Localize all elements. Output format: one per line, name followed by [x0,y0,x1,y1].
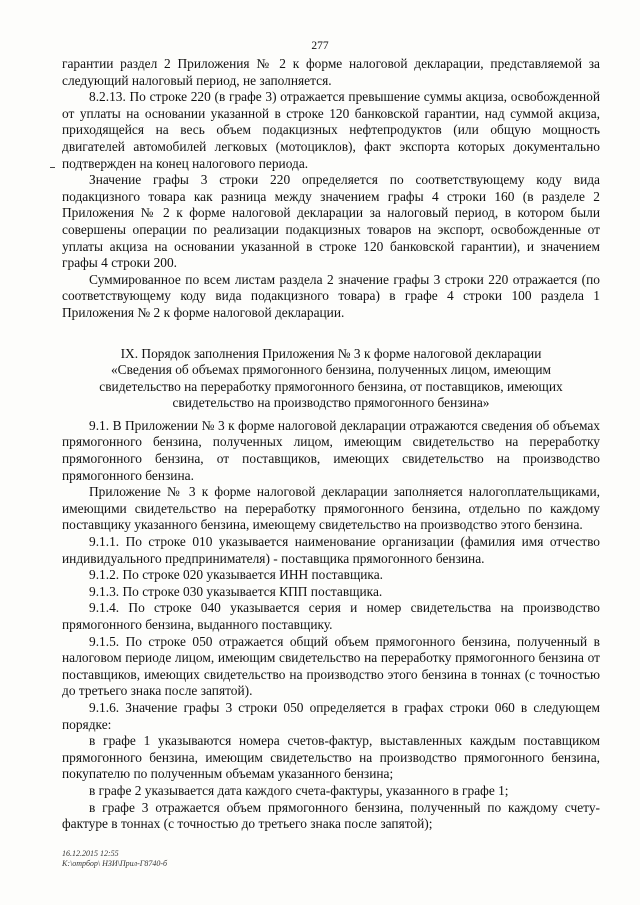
paragraph-9-1: 9.1. В Приложении № 3 к форме налоговой декларации отражаются сведения об объемах прямогонного бензина, полученных лицом, имеющим свидетельство на переработку прямогонного бензина, от поставщиков, имеющих свидетельство на производство прямогонного бензина. [62,417,600,483]
section-heading-line: свидетельство на производство прямогонного бензина» [172,395,490,411]
paragraph-8-2-13: 8.2.13. По строке 220 (в графе 3) отражается превышение суммы акциза, освобожденной от уплаты на основании указанной в строке 120 банковской гарантии, над суммой акциза, приходящейся на весь объем подакцизных нефтепродуктов (или общую мощность двигателей автомобилей легковых (мотоциклов), факт экспорта которых документально подтвержден на конец налогового периода. [62,89,600,171]
section-heading-line: свидетельство на переработку прямогонного бензина, от поставщиков, имеющих [99,378,563,394]
paragraph-column-1: в графе 1 указываются номера счетов-фактур, выставленных каждым поставщиком прямогонного бензина, имеющим свидетельство на производство прямогонного бензина, покупателю по полученным объемам указанного бензина; [62,733,600,782]
paragraph-9-1-2: 9.1.2. По строке 020 указывается ИНН поставщика. [89,567,384,583]
page-number: 277 [311,40,329,52]
paragraph-continuation: гарантии раздел 2 Приложения № 2 к форме налоговой декларации, представляемой за следующий налоговый период, не заполняется. [62,56,600,88]
footer-timestamp: 16.12.2015 12:55 [62,849,119,858]
section-heading [62,346,600,412]
paragraph-column-3: в графе 3 отражается объем прямогонного бензина, полученный по каждому счету-фактуре в тоннах (с точностью до третьего знака после запятой); [62,799,600,832]
section-heading-line: «Сведения об объемах прямогонного бензина, полученных лицом, имеющим [110,362,552,378]
paragraph-9-1-3: 9.1.3. По строке 030 указывается КПП поставщика. [89,583,383,599]
document-body [62,56,600,833]
section-heading-line: IX. Порядок заполнения Приложения № 3 к форме налоговой декларации [120,345,542,361]
paragraph-appendix-3: Приложение № 3 к форме налоговой декларации заполняется налогоплательщиками, имеющими свидетельство на переработку прямогонного бензина, отдельно по каждому поставщику указанного бензина, имеющему свидетельство на производство этого бензина. [62,484,600,533]
paragraph-9-1-6: 9.1.6. Значение графы 3 строки 050 определяется в графах строки 060 в следующем порядке: [62,699,600,732]
paragraph-column-2: в графе 2 указывается дата каждого счета-фактуры, указанного в графе 1; [89,782,509,798]
paragraph-9-1-5: 9.1.5. По строке 050 отражается общий объем прямогонного бензина, полученный в налоговом периоде лицом, имеющим свидетельство на переработку прямогонного бензина от поставщиков, имеющих свидетельство на производство этого бензина в тоннах (с точностью до третьего знака после запятой). [62,633,600,699]
paragraph-value-220: Значение графы 3 строки 220 определяется по соответствующему коду вида подакцизного товара как разница между значением графы 4 строки 160 (в разделе 2 Приложения № 2 к форме налоговой декларации за налоговый период, в котором были совершены операции по реализации подакцизных товаров на экспорт, освобожденные от уплаты акциза на основании указанной в строке 120 банковской гарантии), и значением графы 4 строки 200. [62,172,600,271]
footer-file-path: К:\отрбор\ НЗИ\Прил-Г8740-б [62,858,168,868]
paragraph-9-1-1: 9.1.1. По строке 010 указывается наименование организации (фамилия имя отчество индивидуального предпринимателя) - поставщика прямогонного бензина. [62,534,600,566]
paragraph-9-1-4: 9.1.4. По строке 040 указывается серия и номер свидетельства на производство прямогонного бензина, выданного поставщику. [62,600,600,632]
file-footer [62,849,167,868]
paragraph-summed-220: Суммированное по всем листам раздела 2 значение графы 3 строки 220 отражается (по соответствующему коду вида подакцизного товара) в графе 4 строки 100 раздела 1 Приложения № 2 к форме налоговой декларации. [62,271,600,320]
margin-mark [50,167,55,168]
